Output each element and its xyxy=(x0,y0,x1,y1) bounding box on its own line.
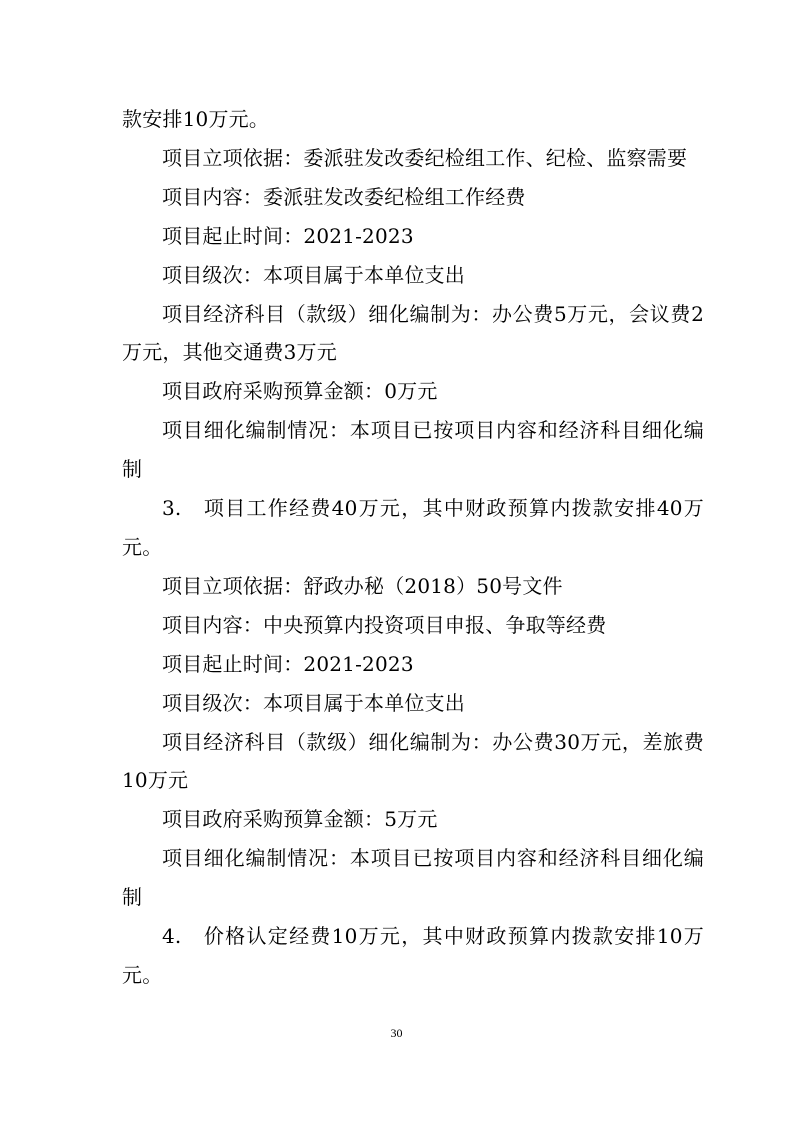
paragraph-compilation-status: 项目细化编制情况：本项目已按项目内容和经济科目细化编制 xyxy=(122,846,704,910)
paragraph-procurement-budget: 项目政府采购预算金额：0万元 xyxy=(162,379,438,404)
paragraph-project-content: 项目内容：委派驻发改委纪检组工作经费 xyxy=(162,184,526,209)
paragraph-item-4-heading: 4. 价格认定经费10万元，其中财政预算内拨款安排10万元。 xyxy=(122,924,704,987)
page-number: 30 xyxy=(390,1026,403,1040)
paragraph-project-basis: 项目立项依据：委派驻发改委纪检组工作、纪检、监察需要 xyxy=(162,145,688,170)
paragraph-project-content: 项目内容：中央预算内投资项目申报、争取等经费 xyxy=(162,612,607,637)
paragraph-compilation-status: 项目细化编制情况：本项目已按项目内容和经济科目细化编制 xyxy=(122,418,704,482)
paragraph-economic-subjects: 项目经济科目（款级）细化编制为：办公费30万元，差旅费10万元 xyxy=(122,729,704,793)
paragraph-project-period: 项目起止时间：2021-2023 xyxy=(162,651,414,676)
paragraph-project-period: 项目起止时间：2021-2023 xyxy=(162,223,414,248)
document-body xyxy=(122,100,704,995)
paragraph-continuation: 款安排10万元。 xyxy=(122,107,270,131)
paragraph-item-3-heading: 3. 项目工作经费40万元，其中财政预算内拨款安排40万元。 xyxy=(122,496,704,559)
paragraph-project-basis: 项目立项依据：舒政办秘（2018）50号文件 xyxy=(162,573,563,598)
paragraph-project-level: 项目级次：本项目属于本单位支出 xyxy=(162,690,465,715)
paragraph-economic-subjects: 项目经济科目（款级）细化编制为：办公费5万元，会议费2万元，其他交通费3万元 xyxy=(122,301,704,365)
paragraph-procurement-budget: 项目政府采购预算金额：5万元 xyxy=(162,807,438,832)
paragraph-project-level: 项目级次：本项目属于本单位支出 xyxy=(162,262,465,287)
